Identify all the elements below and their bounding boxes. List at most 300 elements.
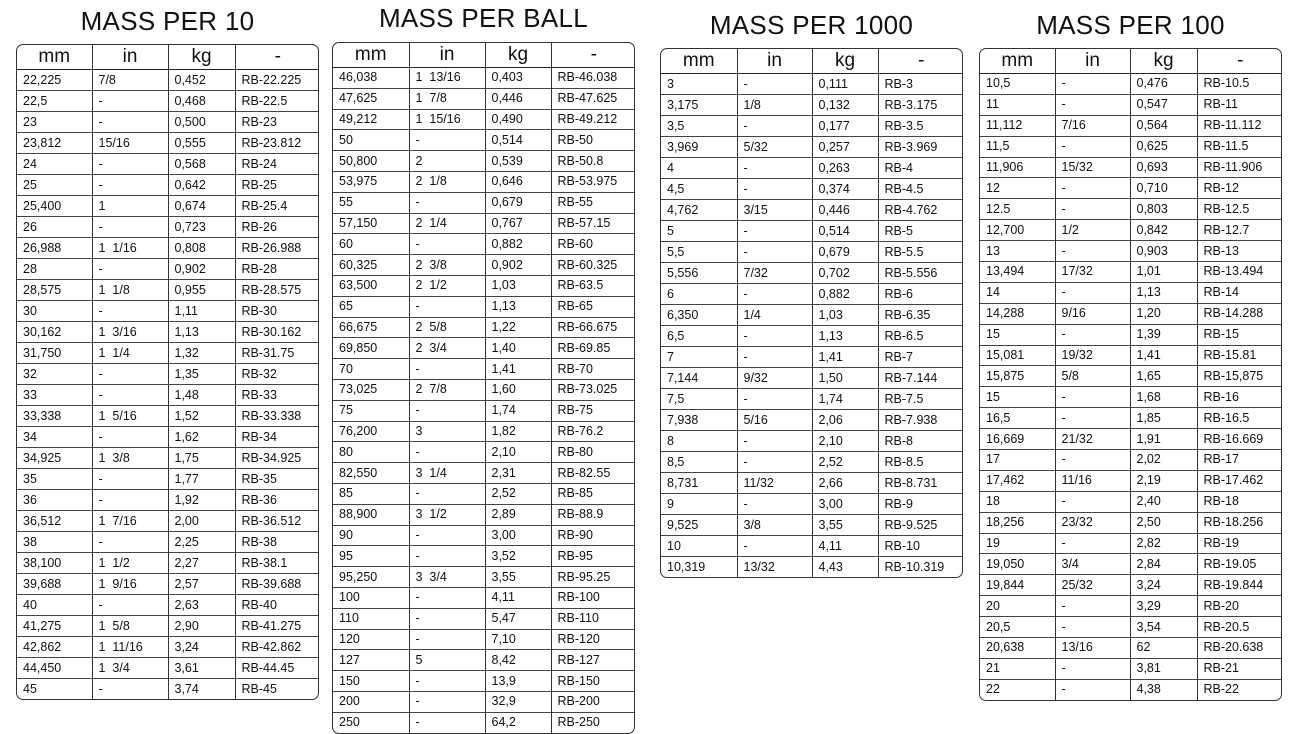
cell-in: -	[737, 158, 812, 179]
cell-in: -	[409, 629, 485, 650]
table-row	[333, 629, 635, 650]
cell-in: 1 7/16	[92, 511, 168, 532]
cell-in: 1/8	[737, 95, 812, 116]
cell-code: RB-70	[551, 359, 635, 380]
cell-mm: 69,850	[333, 338, 409, 359]
cell-kg: 4,38	[1130, 679, 1197, 699]
cell-in: 1 1/16	[92, 238, 168, 259]
cell-kg: 1,50	[812, 368, 878, 389]
table-row	[980, 303, 1282, 324]
cell-kg: 1,13	[485, 296, 551, 317]
cell-in: 1 3/4	[92, 658, 168, 679]
cell-code: RB-26.988	[235, 238, 319, 259]
cell-code: RB-19.844	[1197, 575, 1282, 596]
table-row	[17, 217, 319, 238]
cell-code: RB-76.2	[551, 421, 635, 442]
cell-in: -	[1055, 387, 1130, 408]
header-mm: mm	[980, 49, 1055, 74]
cell-in: -	[1055, 533, 1130, 554]
cell-kg: 7,10	[485, 629, 551, 650]
cell-mm: 11,5	[980, 136, 1055, 157]
cell-in: -	[737, 221, 812, 242]
cell-kg: 1,62	[168, 427, 235, 448]
cell-in: 19/32	[1055, 345, 1130, 366]
cell-code: RB-16.5	[1197, 408, 1282, 429]
cell-mm: 26,988	[17, 238, 92, 259]
cell-mm: 250	[333, 712, 409, 732]
table-row	[661, 515, 963, 536]
cell-code: RB-82.55	[551, 463, 635, 484]
cell-code: RB-80	[551, 442, 635, 463]
cell-code: RB-14	[1197, 282, 1282, 303]
table-row	[333, 483, 635, 504]
data-table	[17, 45, 319, 699]
cell-kg: 0,500	[168, 112, 235, 133]
table-row	[980, 324, 1282, 345]
cell-mm: 23	[17, 112, 92, 133]
table-row	[333, 317, 635, 338]
table-block-mass-per-100	[979, 0, 1282, 697]
cell-kg: 2,10	[485, 442, 551, 463]
table-row	[333, 359, 635, 380]
cell-kg: 1,32	[168, 343, 235, 364]
table-row	[17, 385, 319, 406]
cell-code: RB-19	[1197, 533, 1282, 554]
table-row	[980, 262, 1282, 283]
cell-kg: 2,25	[168, 532, 235, 553]
cell-mm: 5,5	[661, 242, 737, 263]
cell-code: RB-14.288	[1197, 303, 1282, 324]
cell-code: RB-75	[551, 400, 635, 421]
cell-mm: 34,925	[17, 448, 92, 469]
table-row	[661, 95, 963, 116]
cell-kg: 4,11	[485, 587, 551, 608]
table-title: MASS PER BALL	[378, 3, 589, 33]
cell-in: 7/16	[1055, 115, 1130, 136]
cell-kg: 2,31	[485, 463, 551, 484]
cell-code: RB-11.906	[1197, 157, 1282, 178]
cell-in: -	[409, 691, 485, 712]
table-row	[17, 70, 319, 91]
cell-code: RB-46.038	[557, 70, 618, 85]
cell-mm: 14,288	[980, 303, 1055, 324]
cell-mm: 40	[17, 595, 92, 616]
cell-kg: 0,564	[1130, 115, 1197, 136]
cell-kg: 32,9	[485, 691, 551, 712]
cell-in: -	[92, 490, 168, 511]
cell-kg: 2,63	[168, 595, 235, 616]
header-kg: kg	[168, 45, 235, 70]
cell-kg: 2,10	[812, 431, 878, 452]
cell-in: -	[409, 192, 485, 213]
cell-kg: 2,52	[485, 483, 551, 504]
cell-kg: 1,92	[168, 490, 235, 511]
table-row	[333, 546, 635, 567]
cell-kg: 1,39	[1130, 324, 1197, 345]
cell-kg: 0,446	[812, 200, 878, 221]
table-block-mass-per-ball	[332, 0, 635, 730]
table-block-mass-per-1000	[660, 0, 963, 574]
cell-mm: 20,5	[980, 617, 1055, 638]
cell-mm: 30	[17, 301, 92, 322]
cell-in: -	[1055, 74, 1130, 95]
cell-code: RB-30.162	[235, 322, 319, 343]
table-row	[17, 427, 319, 448]
cell-kg: 2,19	[1130, 470, 1197, 491]
cell-mm: 35	[17, 469, 92, 490]
cell-mm: 41,275	[17, 616, 92, 637]
table-row	[17, 511, 319, 532]
table-row	[17, 553, 319, 574]
cell-mm: 70	[333, 359, 409, 380]
cell-code: RB-85	[551, 483, 635, 504]
cell-in: -	[92, 217, 168, 238]
cell-in: -	[92, 427, 168, 448]
cell-in: 17/32	[1055, 262, 1130, 283]
cell-code: RB-22	[1197, 679, 1282, 699]
cell-kg: 1,68	[1130, 387, 1197, 408]
table-row	[333, 192, 635, 213]
cell-in: 1 3/8	[92, 448, 168, 469]
cell-in: -	[737, 431, 812, 452]
cell-mm: 8,5	[661, 452, 737, 473]
cell-kg: 3,55	[812, 515, 878, 536]
table-row	[17, 91, 319, 112]
cell-mm: 73,025	[333, 379, 409, 400]
table-row	[661, 410, 963, 431]
table-row	[333, 691, 635, 712]
table-row	[333, 650, 635, 671]
header-mm: mm	[333, 43, 409, 68]
table-row	[333, 130, 635, 151]
cell-code: RB-3.175	[878, 95, 963, 116]
cell-code: RB-73.025	[551, 379, 635, 400]
cell-code: RB-4.762	[878, 200, 963, 221]
table-row	[17, 175, 319, 196]
cell-code: RB-11.5	[1197, 136, 1282, 157]
table-row	[17, 112, 319, 133]
data-table	[980, 49, 1282, 700]
cell-mm: 65	[333, 296, 409, 317]
table-row	[333, 587, 635, 608]
cell-kg: 1,22	[485, 317, 551, 338]
cell-in: 3/4	[1055, 554, 1130, 575]
cell-code: RB-32	[235, 364, 319, 385]
cell-code: RB-11	[1197, 94, 1282, 115]
cell-mm: 10,319	[661, 557, 737, 578]
cell-code: RB-13.494	[1197, 262, 1282, 283]
cell-kg: 0,446	[485, 88, 551, 109]
cell-code: RB-36.512	[235, 511, 319, 532]
cell-in: 2 1/4	[409, 213, 485, 234]
cell-code: RB-41.275	[235, 616, 319, 637]
cell-in: 2 1/2	[409, 275, 485, 296]
cell-code: RB-150	[551, 671, 635, 692]
cell-mm: 17	[980, 450, 1055, 471]
cell-mm: 38,100	[17, 553, 92, 574]
cell-mm: 20	[980, 596, 1055, 617]
cell-kg: 1,13	[1130, 282, 1197, 303]
cell-in: 7/8	[92, 70, 168, 91]
cell-in: -	[92, 679, 168, 700]
cell-kg: 4,11	[812, 536, 878, 557]
table-row	[980, 241, 1282, 262]
cell-kg: 3,55	[485, 567, 551, 588]
cell-code: RB-17	[1197, 450, 1282, 471]
cell-code: RB-55	[551, 192, 635, 213]
table-row	[17, 490, 319, 511]
cell-mm: 53,975	[333, 171, 409, 192]
cell-kg: 1,74	[812, 389, 878, 410]
cell-code: RB-11.112	[1197, 115, 1282, 136]
cell-in: 1 13/16	[409, 68, 485, 89]
cell-kg: 0,882	[485, 234, 551, 255]
cell-in: 5/32	[737, 137, 812, 158]
table-row	[980, 596, 1282, 617]
cell-kg: 1,40	[485, 338, 551, 359]
cell-mm: 6,5	[661, 326, 737, 347]
cell-mm: 100	[333, 587, 409, 608]
cell-kg: 3,24	[1130, 575, 1197, 596]
cell-kg: 0,674	[168, 196, 235, 217]
cell-code: RB-12	[1197, 178, 1282, 199]
cell-in: -	[1055, 596, 1130, 617]
cell-code: RB-35	[235, 469, 319, 490]
cell-code: RB-15,875	[1197, 366, 1282, 387]
cell-kg: 1,77	[168, 469, 235, 490]
cell-code: RB-200	[551, 691, 635, 712]
cell-code: RB-12.5	[1197, 199, 1282, 220]
cell-in: -	[1055, 408, 1130, 429]
cell-kg: 0,723	[168, 217, 235, 238]
table-row	[333, 712, 635, 732]
cell-mm: 4	[661, 158, 737, 179]
cell-in: -	[409, 442, 485, 463]
cell-code: RB-4.5	[878, 179, 963, 200]
cell-in: -	[1055, 450, 1130, 471]
cell-in: -	[409, 483, 485, 504]
cell-code: RB-47.625	[551, 88, 635, 109]
table-row	[333, 504, 635, 525]
table-row	[980, 94, 1282, 115]
table-row	[980, 470, 1282, 491]
cell-code: RB-3.969	[878, 137, 963, 158]
cell-code: RB-39.688	[235, 574, 319, 595]
table-block-mass-per-10	[16, 0, 319, 696]
cell-in: 5/8	[1055, 366, 1130, 387]
cell-mm: 42,862	[17, 637, 92, 658]
table-row	[333, 463, 635, 484]
header-code: -	[878, 49, 963, 74]
cell-in: -	[409, 234, 485, 255]
table-frame	[332, 42, 635, 734]
cell-kg: 1,60	[485, 379, 551, 400]
cell-mm: 18,256	[980, 512, 1055, 533]
table-row	[17, 532, 319, 553]
table-row	[333, 525, 635, 546]
table-row	[980, 115, 1282, 136]
cell-code: RB-50.8	[551, 151, 635, 172]
table-row	[17, 343, 319, 364]
header-in: in	[409, 43, 485, 68]
cell-in: -	[737, 116, 812, 137]
table-row	[661, 116, 963, 137]
cell-in: -	[1055, 94, 1130, 115]
cell-kg: 1,13	[168, 322, 235, 343]
cell-in: -	[737, 242, 812, 263]
cell-mm: 50	[333, 130, 409, 151]
cell-mm: 127	[333, 650, 409, 671]
cell-in: 9/16	[1055, 303, 1130, 324]
cell-in: -	[409, 546, 485, 567]
cell-mm: 8	[661, 431, 737, 452]
cell-kg: 0,111	[812, 74, 878, 95]
header-row	[17, 45, 319, 70]
table-row	[333, 338, 635, 359]
header-kg: kg	[485, 43, 551, 68]
cell-mm: 31,750	[17, 343, 92, 364]
header-row	[980, 49, 1282, 74]
cell-in: -	[92, 364, 168, 385]
cell-in: 3 1/2	[409, 504, 485, 525]
cell-mm: 8,731	[661, 473, 737, 494]
cell-kg: 4,43	[812, 557, 878, 578]
cell-mm: 200	[333, 691, 409, 712]
table-row	[980, 366, 1282, 387]
table-row	[980, 450, 1282, 471]
table-title: MASS PER 100	[1036, 10, 1225, 40]
cell-in: 1 1/8	[92, 280, 168, 301]
cell-kg: 3,81	[1130, 658, 1197, 679]
cell-mm: 75	[333, 400, 409, 421]
header-code: -	[551, 43, 635, 68]
cell-mm: 7,5	[661, 389, 737, 410]
cell-in: -	[92, 175, 168, 196]
cell-kg: 1,35	[168, 364, 235, 385]
header-kg: kg	[1130, 49, 1197, 74]
cell-code: RB-49.212	[551, 109, 635, 130]
cell-code: RB-36	[235, 490, 319, 511]
cell-code: RB-42.862	[235, 637, 319, 658]
cell-in: -	[1055, 491, 1130, 512]
cell-code: RB-31.75	[235, 343, 319, 364]
cell-in: 9/32	[737, 368, 812, 389]
cell-code: RB-12.7	[1197, 220, 1282, 241]
table-row	[661, 452, 963, 473]
cell-kg: 1,52	[168, 406, 235, 427]
table-row	[17, 595, 319, 616]
cell-code: RB-26	[235, 217, 319, 238]
cell-in: 1 9/16	[92, 574, 168, 595]
table-row	[661, 431, 963, 452]
cell-code: RB-33	[235, 385, 319, 406]
cell-in: 3 1/4	[409, 463, 485, 484]
cell-kg: 2,52	[812, 452, 878, 473]
cell-mm: 4,762	[661, 200, 737, 221]
table-row	[980, 157, 1282, 178]
cell-in: -	[737, 389, 812, 410]
cell-mm: 14	[980, 282, 1055, 303]
cell-in: 1 7/8	[409, 88, 485, 109]
cell-code: RB-120	[551, 629, 635, 650]
cell-mm: 32	[17, 364, 92, 385]
cell-code: RB-34	[235, 427, 319, 448]
cell-kg: 1,03	[812, 305, 878, 326]
cell-code: RB-28	[235, 259, 319, 280]
table-row	[333, 296, 635, 317]
header-mm: mm	[17, 45, 92, 70]
table-row	[980, 387, 1282, 408]
cell-mm: 120	[333, 629, 409, 650]
table-row	[17, 658, 319, 679]
cell-in: -	[409, 525, 485, 546]
cell-mm: 13,494	[980, 262, 1055, 283]
cell-mm: 13	[980, 241, 1055, 262]
cell-mm: 34	[17, 427, 92, 448]
cell-in: -	[737, 284, 812, 305]
cell-in: 2 3/8	[409, 255, 485, 276]
cell-mm: 25,400	[17, 196, 92, 217]
cell-mm: 36,512	[17, 511, 92, 532]
cell-kg: 0,514	[485, 130, 551, 151]
table-row	[980, 554, 1282, 575]
cell-kg: 1,20	[1130, 303, 1197, 324]
table-row	[661, 158, 963, 179]
cell-code: RB-69.85	[551, 338, 635, 359]
cell-kg: 13,9	[485, 671, 551, 692]
cell-code: RB-3.5	[878, 116, 963, 137]
table-row	[980, 679, 1282, 699]
cell-in: -	[92, 595, 168, 616]
cell-kg: 1,85	[1130, 408, 1197, 429]
cell-kg: 3,00	[812, 494, 878, 515]
table-title: MASS PER 10	[80, 6, 255, 36]
cell-in: -	[1055, 282, 1130, 303]
cell-kg: 0,903	[1130, 241, 1197, 262]
table-row	[980, 491, 1282, 512]
cell-mm: 6	[661, 284, 737, 305]
header-code: -	[235, 45, 319, 70]
cell-kg: 0,568	[168, 154, 235, 175]
cell-mm: 22	[980, 679, 1055, 699]
table-row	[17, 196, 319, 217]
cell-kg: 2,27	[168, 553, 235, 574]
table-row	[333, 151, 635, 172]
table-row	[661, 137, 963, 158]
cell-kg: 0,902	[168, 259, 235, 280]
table-frame	[979, 48, 1282, 701]
cell-kg: 1,48	[168, 385, 235, 406]
table-row	[333, 88, 635, 109]
cell-code: RB-8.5	[878, 452, 963, 473]
cell-mm: 60	[333, 234, 409, 255]
cell-code: RB-45	[235, 679, 319, 700]
cell-mm: 5	[661, 221, 737, 242]
cell-code: RB-16	[1197, 387, 1282, 408]
cell-code: RB-7.938	[878, 410, 963, 431]
table-row	[661, 179, 963, 200]
cell-kg: 0,679	[812, 242, 878, 263]
cell-code: RB-63.5	[551, 275, 635, 296]
cell-code: RB-6.35	[878, 305, 963, 326]
table-row	[333, 671, 635, 692]
cell-mm: 44,450	[17, 658, 92, 679]
cell-mm: 30,162	[17, 322, 92, 343]
cell-in: 1 5/16	[92, 406, 168, 427]
cell-kg: 3,74	[168, 679, 235, 700]
table-row	[980, 136, 1282, 157]
table-row	[17, 322, 319, 343]
